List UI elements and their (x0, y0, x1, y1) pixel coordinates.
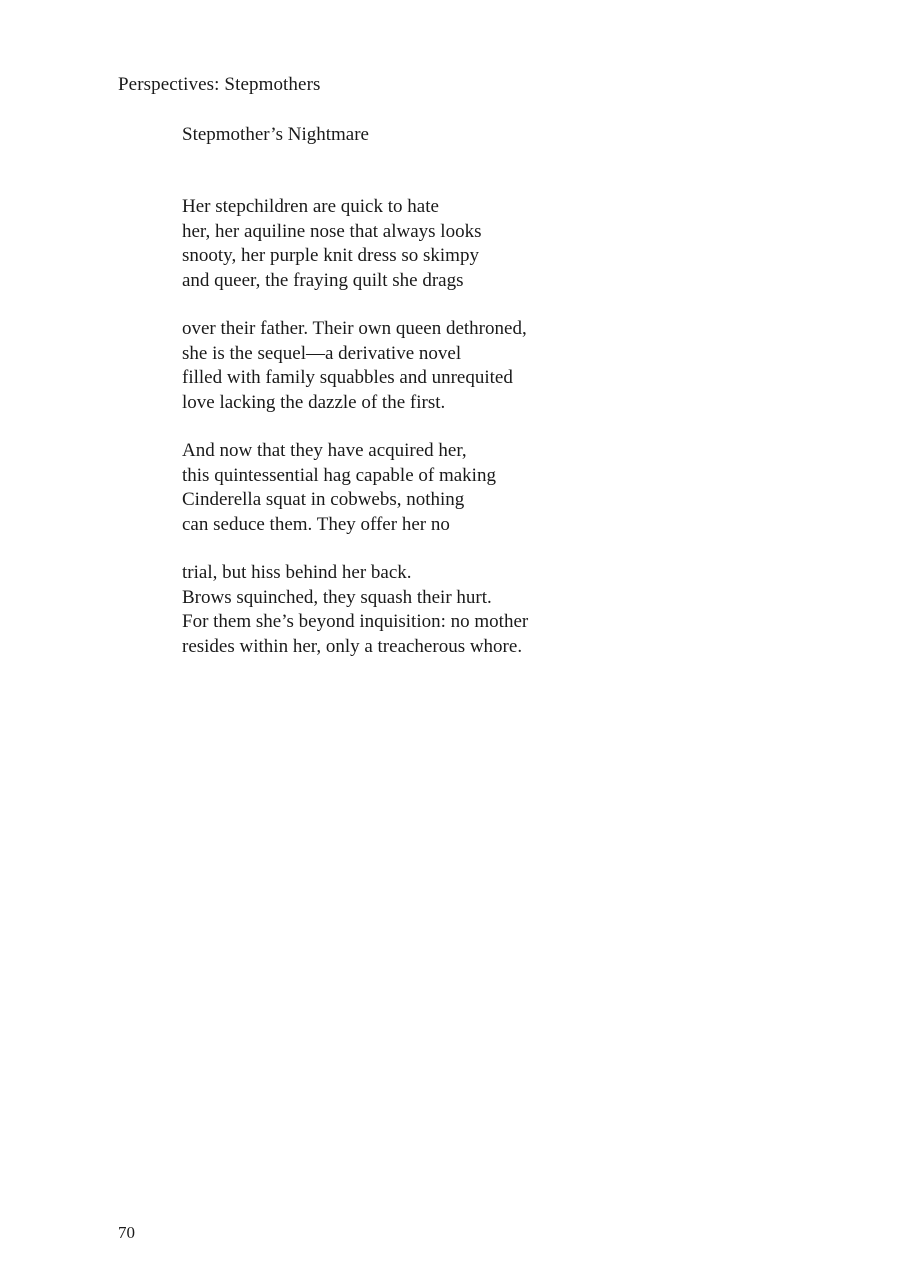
stanza-2 (182, 317, 742, 415)
stanza-1 (182, 195, 742, 293)
poem-line: filled with family squabbles and unrequited (182, 367, 513, 388)
poem-line: this quintessential hag capable of making (182, 464, 496, 486)
stanza-3 (182, 439, 742, 537)
poem-line: love lacking the dazzle of the first. (182, 391, 446, 413)
poem-body (182, 195, 742, 683)
poem-line: Brows squinched, they squash their hurt. (182, 586, 492, 608)
page-number: 70 (118, 1223, 135, 1242)
poem-line: can seduce them. They offer her no (182, 513, 450, 535)
poem-line: over their father. Their own queen dethroned, (182, 318, 527, 339)
poem-line: trial, but hiss behind her back. (182, 562, 412, 583)
poem-line: snooty, her purple knit dress so skimpy (182, 245, 479, 266)
poem-line: For them she’s beyond inquisition: no mother (182, 611, 529, 632)
running-head: Perspectives: Stepmothers (118, 74, 321, 95)
poem-line: she is the sequel—a derivative novel (182, 342, 462, 364)
poem-line: Her stepchildren are quick to hate (182, 196, 439, 217)
poem-line: her, her aquiline nose that always looks (182, 220, 482, 242)
stanza-4 (182, 561, 742, 659)
poem-line: and queer, the fraying quilt she drags (182, 269, 464, 291)
poem-line: Cinderella squat in cobwebs, nothing (182, 489, 465, 510)
poem-line: And now that they have acquired her, (182, 440, 467, 461)
poem-line: resides within her, only a treacherous whore. (182, 635, 523, 657)
poem-title: Stepmother’s Nightmare (182, 124, 369, 145)
